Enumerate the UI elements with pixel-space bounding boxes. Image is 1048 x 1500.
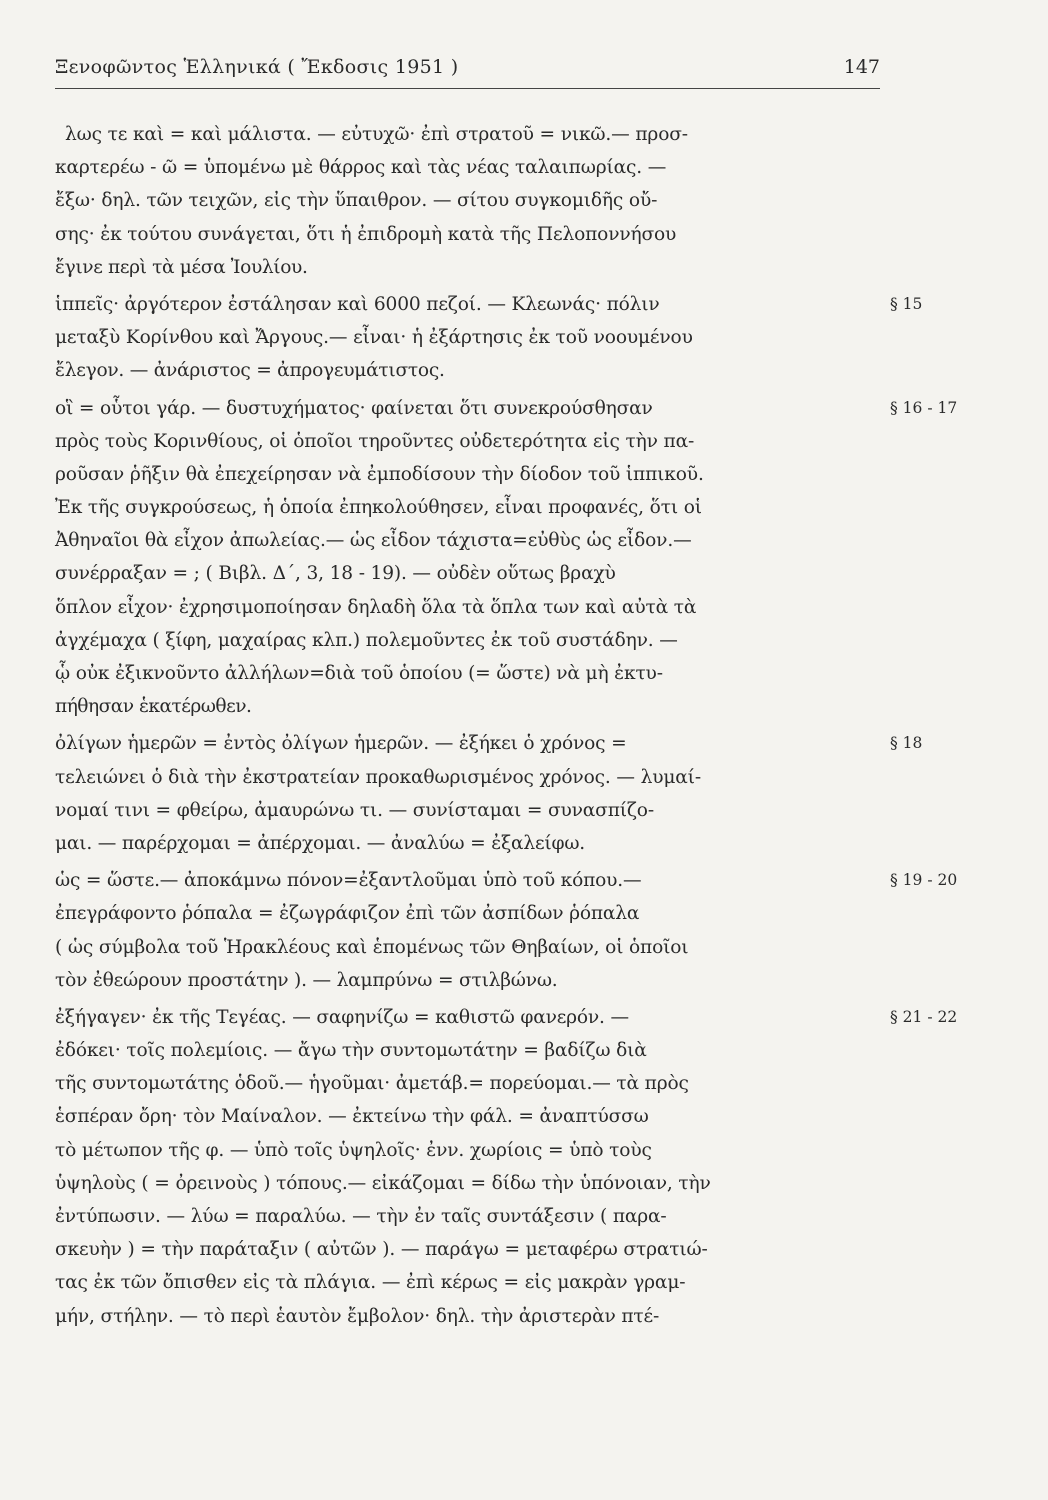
text-line: ἱππεῖς· ἀργότερον ἐστάλησαν καὶ 6000 πεζοί. — Κλεωνάς· πόλιν xyxy=(55,293,660,315)
text-line: συνέρραξαν = ; ( Βιβλ. Δ΄, 3, 18 - 19). — οὐδὲν οὕτως βραχὺ xyxy=(55,563,616,585)
running-header xyxy=(55,56,880,86)
text-line: ἑσπέραν ὄρη· τὸν Μαίναλον. — ἐκτείνω τὴν φάλ. = ἀναπτύσσω xyxy=(55,1106,649,1128)
running-title: Ξενοφῶντος Ἑλληνικά ( Ἔκδοσις 1951 ) xyxy=(55,56,459,78)
text-line: ἐπεγράφοντο ῥόπαλα = ἐζωγράφιζον ἐπὶ τῶν ἀσπίδων ῥόπαλα xyxy=(55,903,640,925)
text-line: νομαί τινι = φθείρω, ἀμαυρώνω τι. — συνίσταμαι = συνασπίζο- xyxy=(55,799,654,821)
text-line: ἔλεγον. — ἀνάριστος = ἀπρογευμάτιστος. xyxy=(55,360,445,382)
text-line: μήν, στήλην. — τὸ περὶ ἑαυτὸν ἔμβολον· δηλ. τὴν ἀριστερὰν πτέ- xyxy=(55,1305,660,1327)
text-line: Ἐκ τῆς συγκρούσεως, ἡ ὁποία ἐπηκολούθησεν, εἶναι προφανές, ὅτι οἱ xyxy=(55,497,702,519)
text-line: ( ὡς σύμβολα τοῦ Ἡρακλέους καὶ ἑπομένως τῶν Θηβαίων, οἱ ὁποῖοι xyxy=(55,936,689,958)
text-line: Ἀθηναῖοι θὰ εἶχον ἀπωλείας.— ὡς εἶδον τάχιστα=εὐθὺς ὡς εἶδον.— xyxy=(55,530,692,552)
text-line: τῆς συντομωτάτης ὁδοῦ.— ἡγοῦμαι· ἀμετάβ.= πορεύομαι.— τὰ πρὸς xyxy=(55,1073,689,1095)
text-line: ἐδόκει· τοῖς πολεμίοις. — ἄγω τὴν συντομωτάτην = βαδίζω διὰ xyxy=(55,1040,647,1062)
text-line: σκευὴν ) = τὴν παράταξιν ( αὐτῶν ). — παράγω = μεταφέρω στρατιώ- xyxy=(55,1239,708,1261)
text-line: ροῦσαν ῥῆξιν θὰ ἐπεχείρησαν νὰ ἐμποδίσουν τὴν δίοδον τοῦ ἱππικοῦ. xyxy=(55,463,704,485)
text-line: πρὸς τοὺς Κορινθίους, οἱ ὁποῖοι τηροῦντες οὐδετερότητα εἰς τὴν πα- xyxy=(55,430,695,452)
text-line: ὅπλον εἶχον· ἐχρησιμοποίησαν δηλαδὴ ὅλα τὰ ὅπλα των καὶ αὐτὰ τὰ xyxy=(55,596,697,618)
text-line: ἐξήγαγεν· ἐκ τῆς Τεγέας. — σαφηνίζω = καθιστῶ φανερόν. — xyxy=(55,1006,629,1028)
text-line: τας ἐκ τῶν ὄπισθεν εἰς τὰ πλάγια. — ἐπὶ κέρως = εἰς μακρὰν γραμ- xyxy=(55,1272,686,1294)
text-line: ὀλίγων ἡμερῶν = ἐντὸς ὀλίγων ἡμερῶν. — ἐξήκει ὁ χρόνος = xyxy=(55,733,627,755)
paragraph-3 xyxy=(55,392,958,724)
text-line: ἔξω· δηλ. τῶν τειχῶν, εἰς τὴν ὕπαιθρον. — σίτου συγκομιδῆς οὔ- xyxy=(55,190,658,212)
text-line: μαι. — παρέρχομαι = ἀπέρχομαι. — ἀναλύω = ἐξαλείφω. xyxy=(55,832,586,854)
paragraph-4 xyxy=(55,727,923,860)
section-ref: § 18 xyxy=(890,734,923,753)
text-line: τὸ μέτωπον τῆς φ. — ὑπὸ τοῖς ὑψηλοῖς· ἐνν. χωρίοις = ὑπὸ τοὺς xyxy=(55,1139,652,1161)
text-line: οἳ = οὗτοι γάρ. — δυστυχήματος· φαίνεται ὅτι συνεκρούσθησαν xyxy=(55,397,653,419)
text-line: ὡς = ὥστε.— ἀποκάμνω πόνον=ἐξαντλοῦμαι ὑπὸ τοῦ κόπου.— xyxy=(55,870,642,892)
paragraph-2 xyxy=(55,288,923,388)
section-ref: § 16 - 17 xyxy=(890,398,958,417)
section-ref: § 15 xyxy=(890,294,923,313)
header-rule xyxy=(55,88,880,89)
text-line: καρτερέω - ῶ = ὑπομένω μὲ θάρρος καὶ τὰς νέας ταλαιπωρίας. — xyxy=(55,157,667,179)
text-line: σης· ἐκ τούτου συνάγεται, ὅτι ἡ ἐπιδρομὴ κατὰ τῆς Πελοποννήσου xyxy=(55,223,677,245)
paragraph-6 xyxy=(55,1001,958,1333)
text-line: λως τε καὶ = καὶ μάλιστα. — εὐτυχῶ· ἐπὶ στρατοῦ = νικῶ.— προσ- xyxy=(65,124,688,145)
text-line: ἔγινε περὶ τὰ μέσα Ἰουλίου. xyxy=(55,256,308,278)
text-line: ἀγχέμαχα ( ξίφη, μαχαίρας κλπ.) πολεμοῦντες ἐκ τοῦ συστάδην. — xyxy=(55,629,678,651)
page-number: 147 xyxy=(843,56,880,78)
text-line: ᾧ οὐκ ἐξικνοῦντο ἀλλήλων=διὰ τοῦ ὁποίου (= ὥστε) νὰ μὴ ἐκτυ- xyxy=(55,663,663,684)
text-line: ἐντύπωσιν. — λύω = παραλύω. — τὴν ἐν ταῖς συντάξεσιν ( παρα- xyxy=(55,1206,667,1227)
text-line: μεταξὺ Κορίνθου καὶ Ἄργους.— εἶναι· ἡ ἐξάρτησις ἐκ τοῦ νοουμένου xyxy=(55,327,693,349)
paragraph-5 xyxy=(55,864,958,997)
text-line: ὑψηλοὺς ( = ὀρεινοὺς ) τόπους.— εἰκάζομαι = δίδω τὴν ὑπόνοιαν, τὴν xyxy=(55,1172,711,1194)
paragraph-1 xyxy=(55,118,885,284)
commentary-body xyxy=(55,118,958,1333)
section-ref: § 19 - 20 xyxy=(890,871,958,890)
text-line: τὸν ἐθεώρουν προστάτην ). — λαμπρύνω = στιλβώνω. xyxy=(55,969,558,991)
section-ref: § 21 - 22 xyxy=(890,1007,958,1026)
text-line: τελειώνει ὁ διὰ τὴν ἐκστρατείαν προκαθωρισμένος χρόνος. — λυμαί- xyxy=(55,766,701,788)
text-line: πήθησαν ἑκατέρωθεν. xyxy=(55,696,252,718)
